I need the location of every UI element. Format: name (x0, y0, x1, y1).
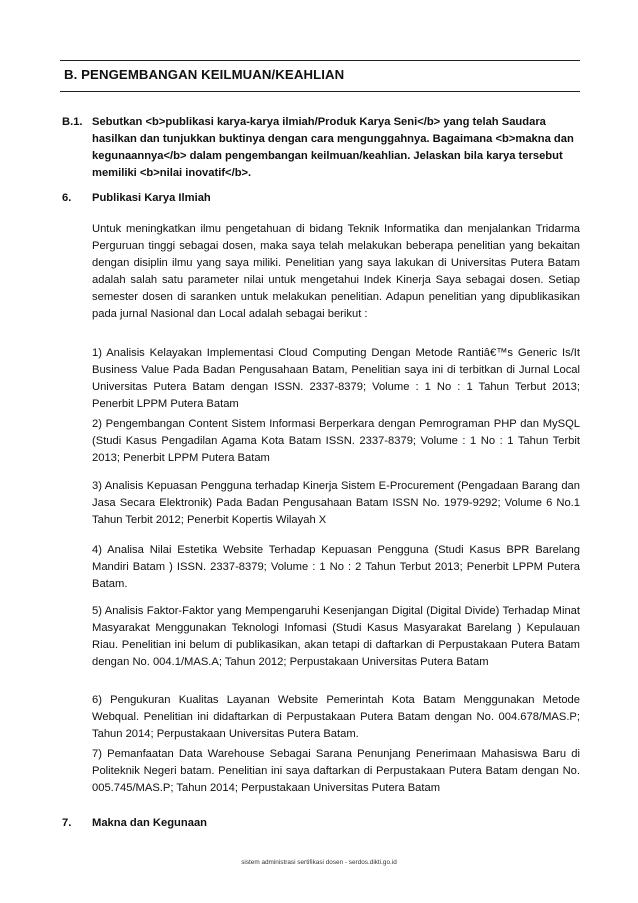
question-text: Sebutkan <b>publikasi karya-karya ilmiah/Produk Karya Seni</b> yang telah Saudara hasilkan dan tunjukkan buktinya dengan cara mengunggahnya. Bagaimana <b>makna dan kegunaannya</b> dalam pengembangan keilmuan/keahlian. Jelaskan bila karya tersebut memiliki <b>nilai inovatif</b>. (92, 116, 574, 179)
reference-text: 5) Analisis Faktor-Faktor yang Mempengaruhi Kesenjangan Digital (Digital Divide) Terhadap Minat Masyarakat Menggunakan Teknologi Infomasi (Studi Kasus Masyarakat Barelang ) Kepulauan Riau. Penelitian ini belum di publikasikan, akan tetapi di daftarkan di Perpustakaan Putera Batam dengan No. 004.1/MAS.A; Tahun 2012; Perpustakaan Universitas Putera Batam (92, 605, 580, 668)
item-7-number: 7. (62, 817, 72, 829)
section-rule (60, 91, 580, 92)
reference-text: 3) Analisis Kepuasan Pengguna terhadap Kinerja Sistem E-Procurement (Pengadaan Barang dan Jasa Secara Elektronik) Pada Badan Pengusahaan Batam ISSN No. 1979-9292; Volume 6 No.1 Tahun Terbit 2012; Penerbit Kopertis Wilayah X (92, 480, 580, 526)
top-rule (60, 60, 580, 61)
reference-text: 1) Analisis Kelayakan Implementasi Cloud Computing Dengan Metode Rantiâ€™s Generic Is/It Business Value Pada Badan Pengusahaan Batam, Penelitian saya ini di terbitkan di Jurnal Local Universitas Putera Batam dengan ISSN. 2337-8379; Volume : 1 No : 1 Tahun Terbut 2013; Penerbit LPPM Putera Batam (92, 347, 580, 410)
reference-text: 2) Pengembangan Content Sistem Informasi Berperkara dengan Pemrograman PHP dan MySQL (Studi Kasus Pengadilan Agama Kota Batam ISSN. 2337-8379; Volume : 1 No : 1 Tahun Terbit 2013; Penerbit LPPM Putera Batam (92, 418, 580, 464)
reference-text: 4) Analisa Nilai Estetika Website Terhadap Kepuasan Pengguna (Studi Kasus BPR Barelang Mandiri Batam ) ISSN. 2337-8379; Volume : 1 No : 2 Tahun Terbut 2013; Penerbit LPPM Putera Batam. (92, 544, 580, 590)
section-title: B. PENGEMBANGAN KEILMUAN/KEAHLIAN (64, 67, 345, 82)
item-6-intro: Untuk meningkatkan ilmu pengetahuan di bidang Teknik Informatika dan menjalankan Tridarma Perguruan tinggi sebagai dosen, maka saya telah melakukan beberapa penelitian yang bekaitan dengan disiplin ilmu yang saya miliki. Penelitian yang saya lakukan di Universitas Putera Batam adalah salah satu parameter nilai untuk mengetahui Indek Kinerja Saya sebagai dosen. Setiap semester dosen di saranken untuk melakukan penelitian. Adapun penelitian yang dipublikasikan pada jurnal Nasional dan Local adalah sebagai berikut : (92, 223, 580, 320)
question-number: B.1. (62, 116, 83, 128)
reference-text: 6) Pengukuran Kualitas Layanan Website Pemerintah Kota Batam Menggunakan Metode Webqual. Penelitian ini didaftarkan di Perpustakaan Putera Batam dengan No. 004.678/MAS.P; Tahun 2014; Perpustakaan Universitas Putera Batam. (92, 694, 580, 740)
reference-text: 7) Pemanfaatan Data Warehouse Sebagai Sarana Penunjang Penerimaan Mahasiswa Baru di Politeknik Negeri batam. Penelitian ini saya daftarkan di Perpustakaan Putera Batam dengan No. 005.745/MAS.P; Tahun 2014; Perpustakaan Universitas Putera Batam (92, 748, 580, 794)
page-footer: sistem administrasi sertifikasi dosen - serdos.dikti.go.id (241, 859, 397, 866)
item-7-heading: Makna dan Kegunaan (92, 817, 208, 829)
item-6-heading: Publikasi Karya Ilmiah (92, 192, 211, 204)
item-6-number: 6. (62, 192, 72, 204)
